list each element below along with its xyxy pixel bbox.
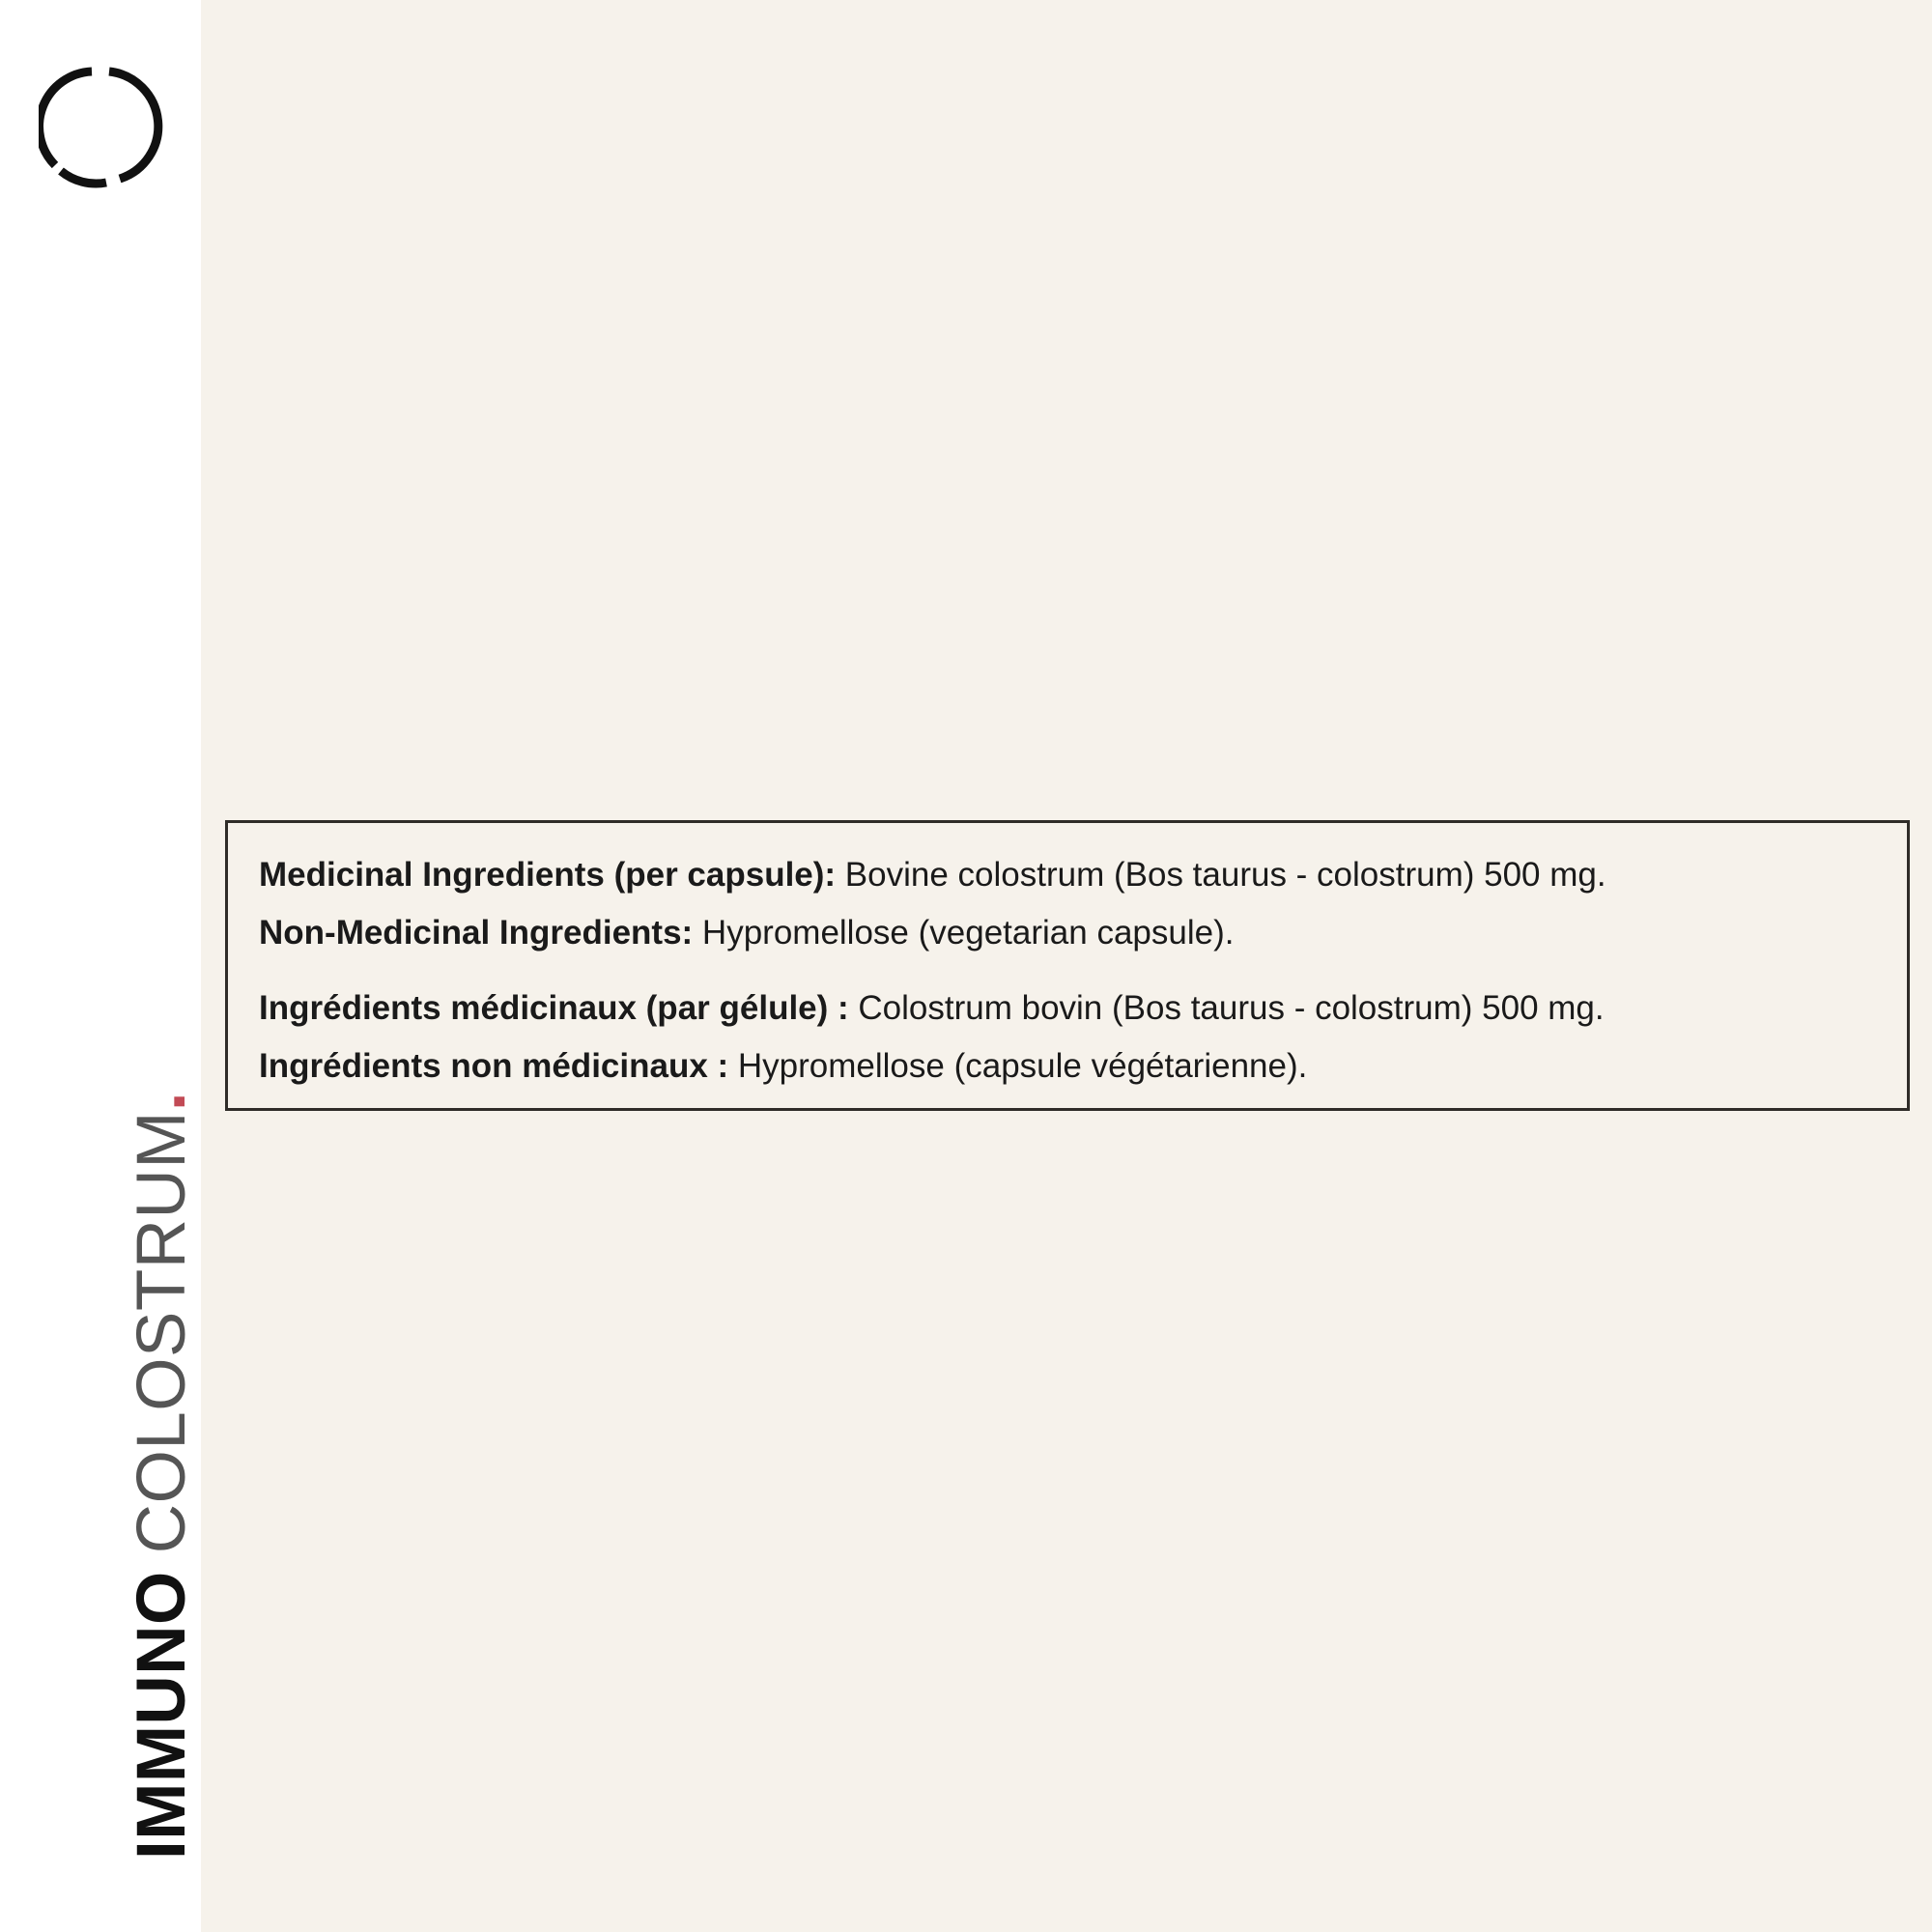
french-medicinal-label: Ingrédients médicinaux (par gélule) : [259, 989, 849, 1027]
english-medicinal-ingredients [259, 846, 1907, 904]
english-medicinal-label: Medicinal Ingredients (per capsule): [259, 856, 837, 894]
ingredients-panel [225, 820, 1910, 1111]
brand-word-colostrum: COLOSTRUM [124, 1111, 200, 1554]
french-non-medicinal-value: Hypromellose (capsule végétarienne). [728, 1047, 1308, 1085]
english-non-medicinal-ingredients [259, 904, 1907, 962]
english-medicinal-value: Bovine colostrum (Bos taurus - colostrum) 500 mg. [836, 856, 1606, 894]
english-non-medicinal-label: Non-Medicinal Ingredients: [259, 914, 694, 952]
language-group-spacer [259, 962, 1907, 980]
sidebar [0, 0, 201, 1932]
french-non-medicinal-label: Ingrédients non médicinaux : [259, 1047, 729, 1085]
french-non-medicinal-ingredients [259, 1037, 1907, 1095]
english-non-medicinal-value: Hypromellose (vegetarian capsule). [693, 914, 1235, 952]
french-medicinal-value: Colostrum bovin (Bos taurus - colostrum) 500 mg. [848, 989, 1605, 1027]
french-medicinal-ingredients [259, 980, 1907, 1037]
brand-accent-dot: . [124, 1091, 200, 1112]
circle-open-logo-icon [39, 64, 164, 189]
vertical-product-name [124, 1091, 200, 1860]
brand-word-immuno: IMMUNO [124, 1571, 200, 1860]
